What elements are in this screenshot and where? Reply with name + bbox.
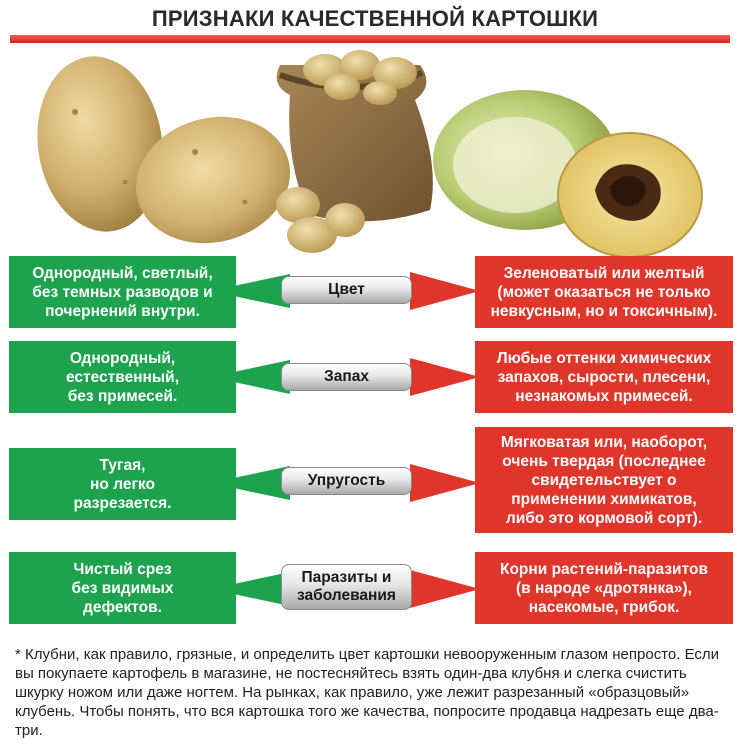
firmness-bad-description: Мягковатая или, наоборот, очень твердая (последнее свидетельствует о применении химикатов, либо это кормовой сорт). [475,427,733,533]
potato-sack-image [250,45,450,255]
pests-good-arrow [210,566,290,612]
firmness-criterion-label: Упругость [281,467,412,495]
smell-good-arrow [210,354,290,400]
firmness-good-arrow [210,460,290,506]
color-good-arrow [210,268,290,314]
smell-bad-description: Любые оттенки химических запахов, сырости, плесени, незнакомых примесей. [475,341,733,413]
title-underline [10,35,730,43]
color-criterion-label: Цвет [281,276,412,304]
page-title: ПРИЗНАКИ КАЧЕСТВЕННОЙ КАРТОШКИ [151,6,599,31]
firmness-bad-arrow [410,460,480,506]
smell-bad-arrow [410,354,480,400]
footnote: * Клубни, как правило, грязные, и определить цвет картошки невооруженным глазом непросто. Если вы покупаете картофель в магазине, не постесняйтесь взять один-два клубня и слегка счистить шкурку ножом или даже ногтем. На рынках, как правило, уже лежит разрезанный «образцовый» клубень. Чтобы понять, что вся картошка того же качества, попросите продавца надрезать еще два-три. [15,646,720,739]
pests-good-description: Чистый срез без видимых дефектов. [9,552,236,624]
firmness-good-description: Тугая, но легко разрезается. [9,448,236,520]
bad-potatoes-image [430,85,710,265]
pests-bad-arrow [410,566,480,612]
smell-good-description: Однородный, естественный, без примесей. [9,341,236,413]
smell-criterion-label: Запах [281,363,412,391]
pests-bad-description: Корни растений-паразитов (в народе «дротянка»), насекомые, грибок. [475,552,733,624]
pests-criterion-label: Паразиты и заболевания [281,564,412,610]
color-good-description: Однородный, светлый, без темных разводов и почернений внутри. [9,256,236,328]
color-bad-arrow [410,268,480,314]
color-bad-description: Зеленоватый или желтый (может оказаться не только невкусным, но и токсичным). [475,256,733,328]
